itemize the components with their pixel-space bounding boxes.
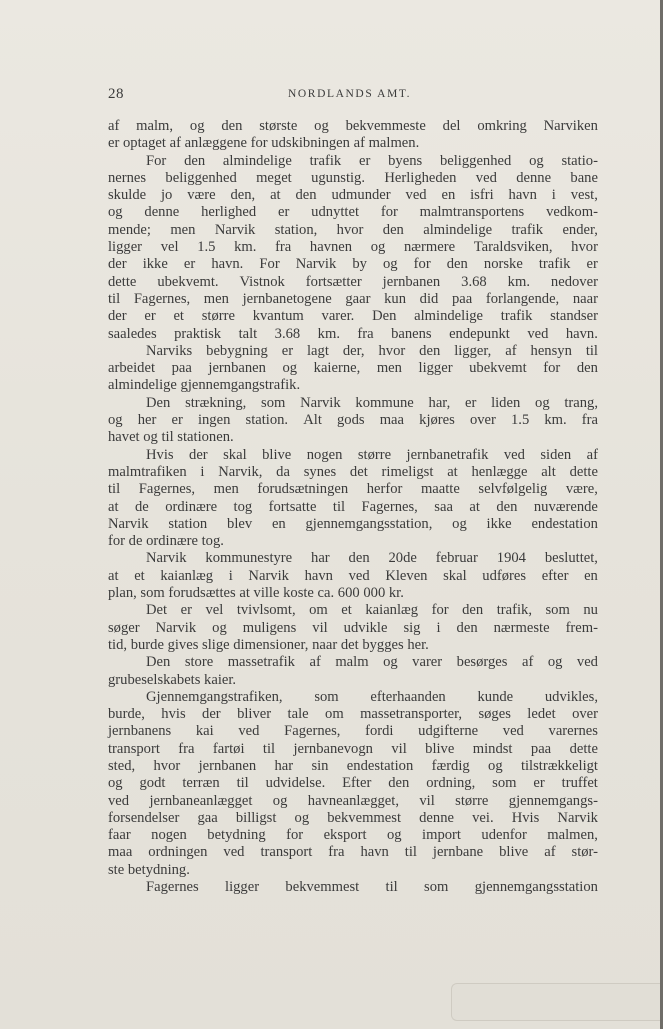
text-line: Hvis der skal blive nogen større jernbanetrafik ved siden af	[146, 446, 598, 463]
text-line: er optaget af anlæggene for udskibningen af malmen.	[108, 135, 420, 152]
text-line: til Fagernes, men jernbanetogene gaar kun did paa forlangende, naar	[108, 290, 598, 307]
text-line: arbeidet paa jernbanen og kaierne, men ligger ubekvemt for den	[108, 360, 598, 377]
text-line: Narvik station blev en gjennemgangsstation, og ikke endestation	[108, 515, 598, 532]
text-line: Den store massetrafik af malm og varer besørges af og ved	[146, 654, 598, 671]
text-line: af malm, og den største og bekvemmeste del omkring Narviken	[108, 118, 598, 134]
text-line: ved jernbaneanlægget og havneanlægget, vil større gjennemgangs-	[108, 792, 598, 809]
text-line: og godt terræn til udvidelse. Efter den ordning, som er truffet	[108, 775, 598, 792]
text-line: saaledes praktisk talt 3.68 km. fra banens endepunkt ved havn.	[108, 325, 598, 342]
text-line: mende; men Narvik station, hvor den almindelige trafik ender,	[108, 221, 598, 238]
text-line: grubeselskabets kaier.	[108, 671, 237, 688]
text-line: plan, som forudsættes at ville koste ca. 600 000 kr.	[108, 585, 404, 602]
page-number: 28	[108, 86, 124, 102]
text-line: ligger vel 1.5 km. fra havnen og nærmere Taraldsviken, hvor	[108, 239, 598, 256]
text-line: sted, hvor jernbanen har sin endestation færdig og tilstrækkeligt	[108, 757, 598, 774]
text-line: malmtrafiken i Narvik, da synes det rimeligst at henlægge alt dette	[108, 463, 598, 480]
text-line: skulde jo være den, at den udmunder ved en isfri havn i vest,	[108, 187, 598, 204]
text-line: Narviks bebygning er lagt der, hvor den ligger, af hensyn til	[146, 342, 598, 359]
text-line: og her er ingen station. Alt gods maa kjøres over 1.5 km. fra	[108, 412, 598, 429]
text-line: burde, hvis der bliver tale om massetransporter, søges ledet over	[108, 706, 598, 723]
page-header	[108, 86, 598, 108]
page-edge-tab	[451, 983, 660, 1021]
text-line: nernes beliggenhed meget ugunstig. Herligheden ved denne bane	[108, 169, 598, 186]
text-line: at et kaianlæg i Narvik havn ved Kleven skal udføres efter en	[108, 567, 598, 584]
text-line: jernbanens kai ved Fagernes, fordi udgifterne ved varernes	[108, 723, 598, 740]
text-line: faar nogen betydning for eksport og import udenfor malmen,	[108, 827, 598, 844]
text-line: For den almindelige trafik er byens beliggenhed og statio-	[146, 152, 598, 169]
text-line: maa ordningen ved transport fra havn til jernbane blive af stør-	[108, 844, 598, 861]
text-line: og denne herlighed er udnyttet for malmtransportens vedkom-	[108, 204, 598, 221]
text-line: tid, burde gives slige dimensioner, naar det bygges her.	[108, 636, 429, 653]
text-line: Gjennemgangstrafiken, som efterhaanden kunde udvikles,	[146, 688, 598, 705]
text-line: Narvik kommunestyre har den 20de februar 1904 besluttet,	[146, 550, 598, 567]
text-line: der ikke er havn. For Narvik by og for den norske trafik er	[108, 256, 598, 273]
text-line: Den strækning, som Narvik kommune har, er liden og trang,	[146, 394, 598, 411]
text-line: Fagernes ligger bekvemmest til som gjennemgangsstation	[146, 879, 598, 896]
body-text	[108, 118, 598, 896]
text-line: for de ordinære tog.	[108, 533, 224, 550]
running-head: NORDLANDS AMT.	[288, 88, 412, 100]
text-line: ste betydning.	[108, 861, 190, 878]
text-line: transport fra fartøi til jernbanevogn vil blive mindst paa dette	[108, 740, 598, 757]
text-line: der er et større kvantum varer. Den almindelige trafik standser	[108, 308, 598, 325]
text-line: dette ubekvemt. Vistnok fortsætter jernbanen 3.68 km. nedover	[108, 273, 598, 290]
text-line: til Fagernes, men forudsætningen herfor maatte selvfølgelig være,	[108, 481, 598, 498]
text-line: at de ordinære tog fortsatte til Fagernes, saa at den nuværende	[108, 498, 598, 515]
text-line: forsendelser gaa billigst og bekvemmest denne vei. Hvis Narvik	[108, 809, 598, 826]
text-line: søger Narvik og muligens vil udvikle sig i den nærmeste frem-	[108, 619, 598, 636]
text-line: Det er vel tvivlsomt, om et kaianlæg for den trafik, som nu	[146, 602, 598, 619]
text-line: havet og til stationen.	[108, 429, 234, 446]
text-line: almindelige gjennemgangstrafik.	[108, 377, 301, 394]
